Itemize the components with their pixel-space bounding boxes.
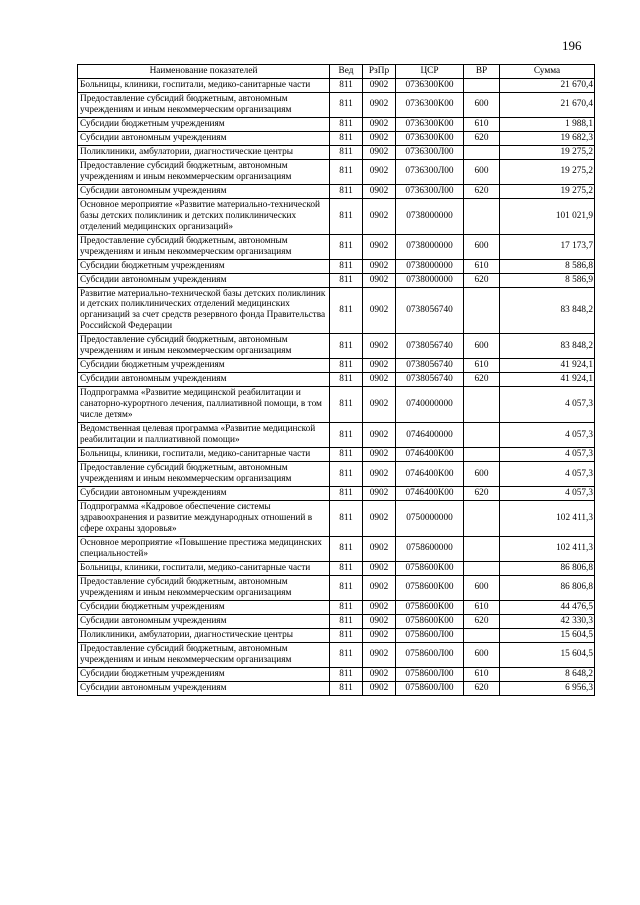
table-row	[78, 575, 595, 600]
cell-ved: 811	[330, 92, 363, 117]
cell-name: Подпрограмма «Развитие медицинской реабилитации и санаторно-курортного лечения, паллиативной помощи, в том числе детям»	[78, 387, 330, 423]
cell-name: Субсидии автономным учреждениям	[78, 373, 330, 387]
cell-rzpr: 0902	[363, 273, 396, 287]
cell-sum: 19 275,2	[500, 184, 595, 198]
cell-ved: 811	[330, 536, 363, 561]
table-row	[78, 273, 595, 287]
cell-vr	[464, 536, 500, 561]
cell-rzpr: 0902	[363, 667, 396, 681]
cell-ved: 811	[330, 387, 363, 423]
cell-name: Субсидии автономным учреждениям	[78, 487, 330, 501]
cell-rzpr: 0902	[363, 487, 396, 501]
table-row	[78, 145, 595, 159]
table-row	[78, 667, 595, 681]
table-row	[78, 628, 595, 642]
cell-sum: 6 956,3	[500, 681, 595, 695]
cell-vr	[464, 198, 500, 234]
cell-vr: 610	[464, 667, 500, 681]
table-row	[78, 184, 595, 198]
cell-name: Ведомственная целевая программа «Развитие медицинской реабилитации и паллиативной помощи»	[78, 423, 330, 448]
cell-csr: 0746400К00	[396, 448, 464, 462]
cell-ved: 811	[330, 462, 363, 487]
table-row	[78, 159, 595, 184]
cell-vr: 620	[464, 184, 500, 198]
cell-csr: 0758600Л00	[396, 642, 464, 667]
cell-name: Поликлиники, амбулатории, диагностические центры	[78, 628, 330, 642]
table-row	[78, 373, 595, 387]
cell-vr: 600	[464, 642, 500, 667]
cell-csr: 0758600К00	[396, 600, 464, 614]
cell-csr: 0738056740	[396, 359, 464, 373]
cell-rzpr: 0902	[363, 334, 396, 359]
cell-sum: 102 411,3	[500, 500, 595, 536]
table-row	[78, 614, 595, 628]
cell-sum: 4 057,3	[500, 448, 595, 462]
cell-rzpr: 0902	[363, 500, 396, 536]
cell-sum: 4 057,3	[500, 423, 595, 448]
cell-csr: 0738056740	[396, 334, 464, 359]
cell-ved: 811	[330, 145, 363, 159]
cell-sum: 4 057,3	[500, 487, 595, 501]
cell-csr: 0738000000	[396, 234, 464, 259]
cell-rzpr: 0902	[363, 184, 396, 198]
cell-sum: 15 604,5	[500, 628, 595, 642]
cell-csr: 0738056740	[396, 373, 464, 387]
cell-csr: 0750000000	[396, 500, 464, 536]
cell-sum: 83 848,2	[500, 287, 595, 334]
cell-vr	[464, 287, 500, 334]
cell-rzpr: 0902	[363, 575, 396, 600]
header-name: Наименование показателей	[78, 65, 330, 79]
header-sum: Сумма	[500, 65, 595, 79]
cell-vr	[464, 145, 500, 159]
table-row	[78, 487, 595, 501]
cell-sum: 19 275,2	[500, 159, 595, 184]
page-number: 196	[562, 38, 582, 53]
cell-vr	[464, 423, 500, 448]
table-row	[78, 334, 595, 359]
cell-rzpr: 0902	[363, 373, 396, 387]
cell-rzpr: 0902	[363, 642, 396, 667]
cell-rzpr: 0902	[363, 159, 396, 184]
header-vr: ВР	[464, 65, 500, 79]
cell-rzpr: 0902	[363, 92, 396, 117]
cell-rzpr: 0902	[363, 681, 396, 695]
table-row	[78, 234, 595, 259]
cell-vr: 600	[464, 334, 500, 359]
cell-ved: 811	[330, 614, 363, 628]
cell-ved: 811	[330, 334, 363, 359]
cell-sum: 1 988,1	[500, 117, 595, 131]
cell-vr	[464, 448, 500, 462]
cell-rzpr: 0902	[363, 259, 396, 273]
cell-name: Субсидии автономным учреждениям	[78, 131, 330, 145]
cell-ved: 811	[330, 198, 363, 234]
cell-vr: 600	[464, 234, 500, 259]
cell-vr	[464, 500, 500, 536]
cell-name: Субсидии автономным учреждениям	[78, 614, 330, 628]
cell-sum: 8 586,8	[500, 259, 595, 273]
cell-rzpr: 0902	[363, 462, 396, 487]
cell-csr: 0758600К00	[396, 561, 464, 575]
cell-rzpr: 0902	[363, 423, 396, 448]
cell-name: Больницы, клиники, госпитали, медико-санитарные части	[78, 561, 330, 575]
header-csr: ЦСР	[396, 65, 464, 79]
cell-rzpr: 0902	[363, 131, 396, 145]
cell-ved: 811	[330, 159, 363, 184]
table-row	[78, 79, 595, 93]
cell-name: Субсидии бюджетным учреждениям	[78, 359, 330, 373]
cell-rzpr: 0902	[363, 387, 396, 423]
cell-sum: 8 586,9	[500, 273, 595, 287]
table-row	[78, 259, 595, 273]
cell-sum: 83 848,2	[500, 334, 595, 359]
cell-vr: 610	[464, 259, 500, 273]
cell-rzpr: 0902	[363, 561, 396, 575]
cell-name: Субсидии бюджетным учреждениям	[78, 667, 330, 681]
cell-ved: 811	[330, 273, 363, 287]
cell-sum: 86 806,8	[500, 561, 595, 575]
cell-csr: 0758600Л00	[396, 628, 464, 642]
cell-sum: 21 670,4	[500, 92, 595, 117]
cell-name: Субсидии автономным учреждениям	[78, 184, 330, 198]
cell-ved: 811	[330, 448, 363, 462]
cell-name: Подпрограмма «Кадровое обеспечение системы здравоохранения и развитие международных отношений в сфере охраны здоровья»	[78, 500, 330, 536]
cell-name: Больницы, клиники, госпитали, медико-санитарные части	[78, 448, 330, 462]
cell-sum: 101 021,9	[500, 198, 595, 234]
cell-rzpr: 0902	[363, 198, 396, 234]
cell-ved: 811	[330, 373, 363, 387]
cell-sum: 15 604,5	[500, 642, 595, 667]
cell-vr: 600	[464, 92, 500, 117]
cell-rzpr: 0902	[363, 448, 396, 462]
table-row	[78, 423, 595, 448]
cell-rzpr: 0902	[363, 79, 396, 93]
cell-name: Субсидии бюджетным учреждениям	[78, 259, 330, 273]
cell-sum: 4 057,3	[500, 462, 595, 487]
cell-sum: 44 476,5	[500, 600, 595, 614]
cell-csr: 0738000000	[396, 198, 464, 234]
cell-rzpr: 0902	[363, 145, 396, 159]
cell-vr: 620	[464, 614, 500, 628]
table-row	[78, 359, 595, 373]
cell-vr: 600	[464, 575, 500, 600]
cell-csr: 0758600000	[396, 536, 464, 561]
cell-csr: 0740000000	[396, 387, 464, 423]
table-header-row	[78, 65, 595, 79]
cell-ved: 811	[330, 184, 363, 198]
cell-vr	[464, 628, 500, 642]
table-row	[78, 600, 595, 614]
table-row	[78, 462, 595, 487]
cell-csr: 0736300К00	[396, 92, 464, 117]
cell-ved: 811	[330, 681, 363, 695]
cell-csr: 0758600Л00	[396, 681, 464, 695]
cell-vr: 610	[464, 359, 500, 373]
cell-ved: 811	[330, 234, 363, 259]
cell-csr: 0738056740	[396, 287, 464, 334]
cell-vr: 610	[464, 117, 500, 131]
cell-vr	[464, 387, 500, 423]
cell-rzpr: 0902	[363, 600, 396, 614]
cell-sum: 41 924,1	[500, 373, 595, 387]
cell-rzpr: 0902	[363, 234, 396, 259]
cell-vr: 620	[464, 487, 500, 501]
cell-ved: 811	[330, 259, 363, 273]
table-row	[78, 561, 595, 575]
cell-vr: 620	[464, 373, 500, 387]
cell-sum: 41 924,1	[500, 359, 595, 373]
cell-csr: 0758600К00	[396, 575, 464, 600]
cell-csr: 0736300Л00	[396, 184, 464, 198]
cell-csr: 0746400000	[396, 423, 464, 448]
header-ved: Вед	[330, 65, 363, 79]
cell-rzpr: 0902	[363, 359, 396, 373]
cell-vr: 600	[464, 462, 500, 487]
cell-sum: 19 275,2	[500, 145, 595, 159]
cell-ved: 811	[330, 79, 363, 93]
cell-vr: 600	[464, 159, 500, 184]
cell-sum: 102 411,3	[500, 536, 595, 561]
table-row	[78, 642, 595, 667]
cell-csr: 0758600К00	[396, 614, 464, 628]
cell-ved: 811	[330, 642, 363, 667]
cell-csr: 0746400К00	[396, 462, 464, 487]
cell-csr: 0736300К00	[396, 131, 464, 145]
cell-csr: 0758600Л00	[396, 667, 464, 681]
budget-table	[77, 64, 595, 696]
cell-sum: 86 806,8	[500, 575, 595, 600]
cell-rzpr: 0902	[363, 117, 396, 131]
cell-sum: 19 682,3	[500, 131, 595, 145]
table-row	[78, 117, 595, 131]
cell-csr: 0736300Л00	[396, 145, 464, 159]
cell-name: Предоставление субсидий бюджетным, автономным учреждениям и иным некоммерческим организациям	[78, 334, 330, 359]
cell-vr	[464, 561, 500, 575]
cell-ved: 811	[330, 600, 363, 614]
cell-name: Субсидии автономным учреждениям	[78, 273, 330, 287]
cell-sum: 21 670,4	[500, 79, 595, 93]
cell-ved: 811	[330, 667, 363, 681]
cell-ved: 811	[330, 575, 363, 600]
cell-ved: 811	[330, 423, 363, 448]
table-row	[78, 536, 595, 561]
cell-name: Субсидии бюджетным учреждениям	[78, 600, 330, 614]
cell-name: Основное мероприятие «Развитие материально-технической базы детских поликлиник и детских поликлинических отделений медицинских организаций»	[78, 198, 330, 234]
table-row	[78, 500, 595, 536]
cell-name: Больницы, клиники, госпитали, медико-санитарные части	[78, 79, 330, 93]
cell-name: Основное мероприятие «Повышение престижа медицинских специальностей»	[78, 536, 330, 561]
cell-ved: 811	[330, 500, 363, 536]
cell-vr: 620	[464, 273, 500, 287]
cell-csr: 0746400К00	[396, 487, 464, 501]
cell-csr: 0738000000	[396, 273, 464, 287]
cell-sum: 4 057,3	[500, 387, 595, 423]
cell-sum: 17 173,7	[500, 234, 595, 259]
cell-csr: 0736300Л00	[396, 159, 464, 184]
cell-sum: 8 648,2	[500, 667, 595, 681]
cell-name: Развитие материально-технической базы детских поликлиник и детских поликлинических отделений медицинских организаций за счет средств резервного фонда Правительства Российской Федерации	[78, 287, 330, 334]
cell-csr: 0736300К00	[396, 117, 464, 131]
cell-ved: 811	[330, 487, 363, 501]
cell-name: Предоставление субсидий бюджетным, автономным учреждениям и иным некоммерческим организациям	[78, 462, 330, 487]
cell-name: Субсидии автономным учреждениям	[78, 681, 330, 695]
table-row	[78, 387, 595, 423]
cell-sum: 42 330,3	[500, 614, 595, 628]
cell-name: Поликлиники, амбулатории, диагностические центры	[78, 145, 330, 159]
table-row	[78, 92, 595, 117]
header-rzpr: РзПр	[363, 65, 396, 79]
cell-rzpr: 0902	[363, 614, 396, 628]
cell-name: Предоставление субсидий бюджетным, автономным учреждениям и иным некоммерческим организациям	[78, 575, 330, 600]
cell-ved: 811	[330, 287, 363, 334]
cell-csr: 0738000000	[396, 259, 464, 273]
cell-ved: 811	[330, 359, 363, 373]
cell-name: Предоставление субсидий бюджетным, автономным учреждениям и иным некоммерческим организациям	[78, 234, 330, 259]
cell-name: Субсидии бюджетным учреждениям	[78, 117, 330, 131]
cell-rzpr: 0902	[363, 287, 396, 334]
cell-vr: 620	[464, 131, 500, 145]
cell-ved: 811	[330, 628, 363, 642]
cell-vr: 620	[464, 681, 500, 695]
table-row	[78, 287, 595, 334]
cell-ved: 811	[330, 561, 363, 575]
cell-ved: 811	[330, 117, 363, 131]
table-row	[78, 198, 595, 234]
table-row	[78, 681, 595, 695]
cell-csr: 0736300К00	[396, 79, 464, 93]
table-row	[78, 448, 595, 462]
cell-ved: 811	[330, 131, 363, 145]
table-row	[78, 131, 595, 145]
cell-name: Предоставление субсидий бюджетным, автономным учреждениям и иным некоммерческим организациям	[78, 92, 330, 117]
cell-rzpr: 0902	[363, 628, 396, 642]
cell-name: Предоставление субсидий бюджетным, автономным учреждениям и иным некоммерческим организациям	[78, 642, 330, 667]
cell-vr: 610	[464, 600, 500, 614]
cell-rzpr: 0902	[363, 536, 396, 561]
table-body	[78, 79, 595, 696]
cell-name: Предоставление субсидий бюджетным, автономным учреждениям и иным некоммерческим организациям	[78, 159, 330, 184]
cell-vr	[464, 79, 500, 93]
